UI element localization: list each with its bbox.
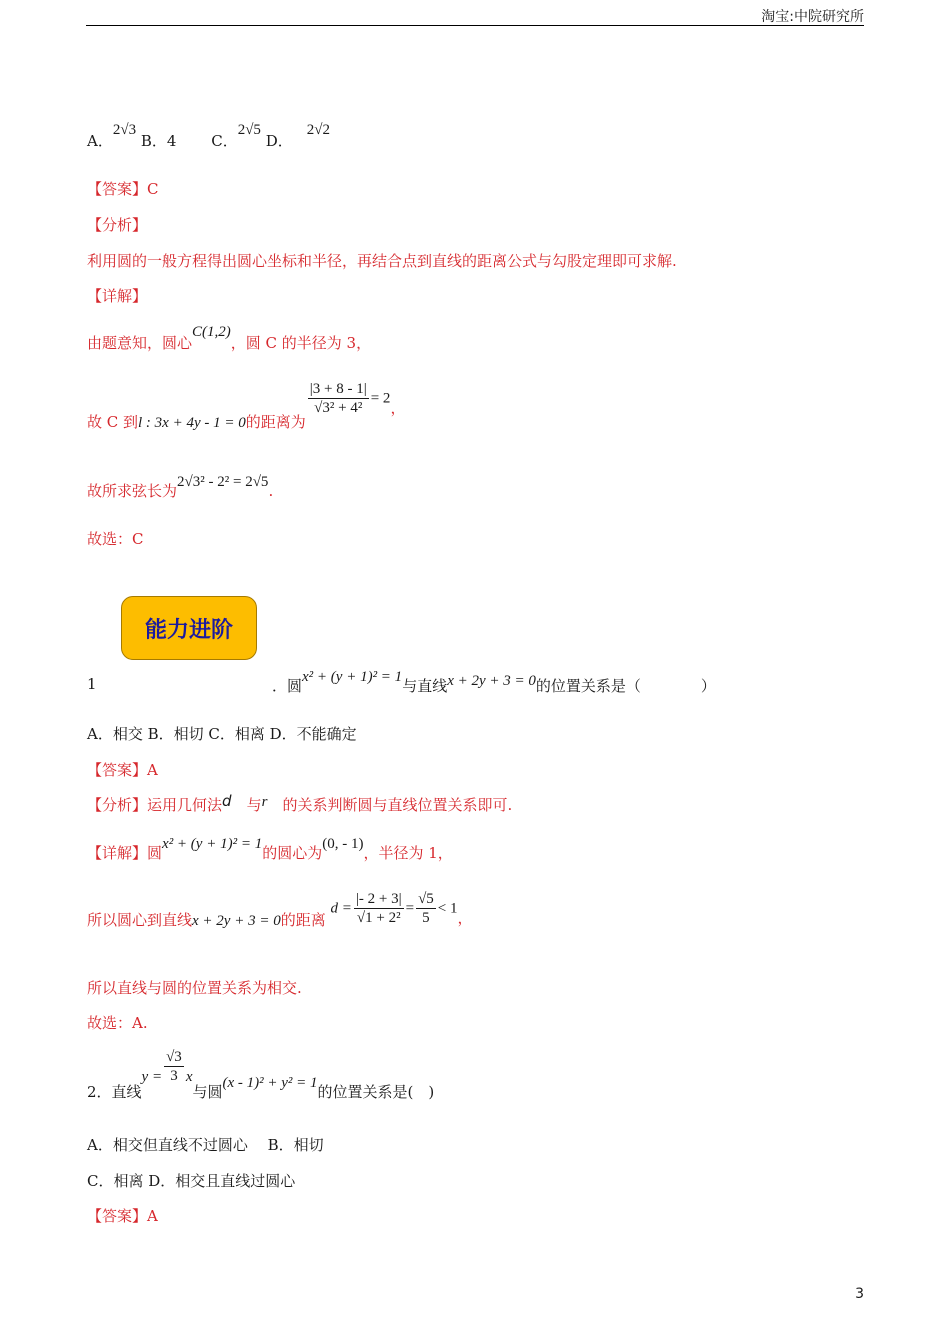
line-l: l : 3x + 4y - 1 = 0: [138, 414, 246, 431]
step2-text-a: 故 C 到: [87, 412, 139, 431]
q1-detail: [87, 836, 453, 863]
q0-analysis-text: 利用圆的一般方程得出圆心坐标和半径，再结合点到直线的距离公式与勾股定理即可求解.: [87, 252, 677, 270]
option-a: A．: [87, 132, 113, 150]
step3-text-b: .: [268, 482, 274, 500]
step1-text-b: ，圆 C 的半径为 3，: [230, 334, 372, 352]
q0-choose: 故选：C: [87, 530, 144, 548]
q1-options: A．相交 B．相切 C．相离 D．不能确定: [87, 725, 357, 743]
q2-circle: (x - 1)² + y² = 1: [222, 1074, 318, 1091]
option-d: D．: [265, 132, 293, 150]
distance-fraction: [308, 380, 369, 417]
q1-number: 1: [87, 675, 97, 693]
q1-circle-eq: x² + (y + 1)² = 1: [302, 669, 403, 685]
q1-analysis-c: 的关系判断圆与直线位置关系即可.: [282, 796, 513, 814]
q1-detail-a: 圆: [147, 844, 163, 862]
q0-step1: [87, 324, 372, 353]
q2-stem-b: 与圆: [192, 1082, 223, 1101]
q2-line-x: x: [185, 1068, 193, 1085]
q1-detail-circle: x² + (y + 1)² = 1: [162, 836, 263, 852]
dist-end: ，: [457, 908, 473, 927]
step1-text-a: 由题意知，圆心: [87, 334, 193, 352]
q2-stem-c: 的位置关系是( ): [317, 1082, 435, 1101]
chord-length: 2√3² - 2² = 2√5: [177, 474, 269, 490]
q1-choose: 故选：A.: [87, 1014, 148, 1032]
q0-answer: 【答案】C: [87, 180, 159, 198]
q2-slope-fraction: [164, 1048, 184, 1085]
q1-analysis-label: 【分析】: [87, 796, 148, 814]
section-badge: 能力进阶: [121, 596, 257, 660]
symbol-d: d: [222, 792, 232, 810]
q2-slope-denominator: 3: [170, 1068, 178, 1084]
q2-answer: 【答案】A: [87, 1207, 158, 1225]
q2-stem-a: 2．直线: [87, 1082, 142, 1101]
q0-step2: [87, 380, 406, 431]
option-b: B．4: [140, 132, 177, 150]
step2-text-c: ，: [390, 398, 406, 417]
q1-step-b: 的距离: [280, 910, 326, 929]
q1-analysis: [87, 794, 512, 815]
q1-center: (0, - 1): [322, 836, 364, 852]
q2-options-2: C．相离 D．相交且直线过圆心: [87, 1172, 296, 1190]
q1-stem-c: 的位置关系是（ ）: [535, 677, 716, 695]
dist-numerator-1: |- 2 + 3|: [355, 891, 402, 907]
step3-text-a: 故所求弦长为: [87, 482, 178, 500]
q1-step-a: 所以圆心到直线: [87, 910, 193, 929]
distance-denominator: √3² + 4²: [314, 400, 363, 416]
symbol-r: r: [261, 794, 268, 810]
q0-step3: [87, 474, 274, 501]
q1-detail-b: 的圆心为: [262, 844, 323, 862]
page-number: 3: [855, 1286, 864, 1302]
q2-stem: [87, 1048, 435, 1101]
q1-distance: [87, 890, 473, 927]
step2-text-b: 的距离为: [245, 412, 306, 431]
q1-detail-c: ，半径为 1，: [363, 844, 453, 862]
header-divider: [86, 25, 864, 26]
q1-conclusion: 所以直线与圆的位置关系为相交.: [87, 979, 302, 997]
option-a-value: 2√3: [112, 122, 137, 138]
q1-stem-a: ．圆: [272, 677, 303, 695]
dist-fraction-1: [354, 890, 404, 927]
dist-denominator-2: 5: [422, 910, 430, 926]
dist-fraction-2: [416, 890, 436, 927]
q1-analysis-b: 与: [246, 796, 262, 814]
center-c: C(1,2): [192, 324, 231, 340]
dist-d: d =: [330, 900, 352, 917]
q2-options-1: A．相交但直线不过圆心 B．相切: [87, 1136, 324, 1154]
dist-lt: < 1: [437, 900, 458, 917]
dist-eq: =: [405, 900, 415, 917]
q1-analysis-a: 运用几何法: [147, 796, 223, 814]
q2-slope-numerator: √3: [166, 1049, 182, 1065]
distance-result: = 2: [370, 390, 391, 407]
dist-denominator-1: √1 + 2²: [356, 910, 401, 926]
q2-line-y: y =: [141, 1068, 163, 1085]
q1-line-eq: x + 2y + 3 = 0: [447, 673, 536, 689]
q0-options: [87, 122, 330, 151]
distance-numerator: |3 + 8 - 1|: [309, 381, 367, 397]
q1-answer: 【答案】A: [87, 761, 158, 779]
option-c-value: 2√5: [237, 122, 261, 138]
q0-analysis-label: 【分析】: [87, 216, 148, 234]
q0-detail-label: 【详解】: [87, 287, 148, 305]
header-text: 淘宝:中院研究所: [761, 9, 864, 25]
q1-detail-label: 【详解】: [87, 844, 148, 862]
option-c: C．: [211, 132, 238, 150]
option-d-value: 2√2: [306, 122, 330, 138]
q1-stem: [272, 669, 716, 696]
q1-stem-b: 与直线: [402, 677, 448, 695]
dist-numerator-2: √5: [418, 891, 434, 907]
q1-step-line: x + 2y + 3 = 0: [192, 912, 281, 929]
